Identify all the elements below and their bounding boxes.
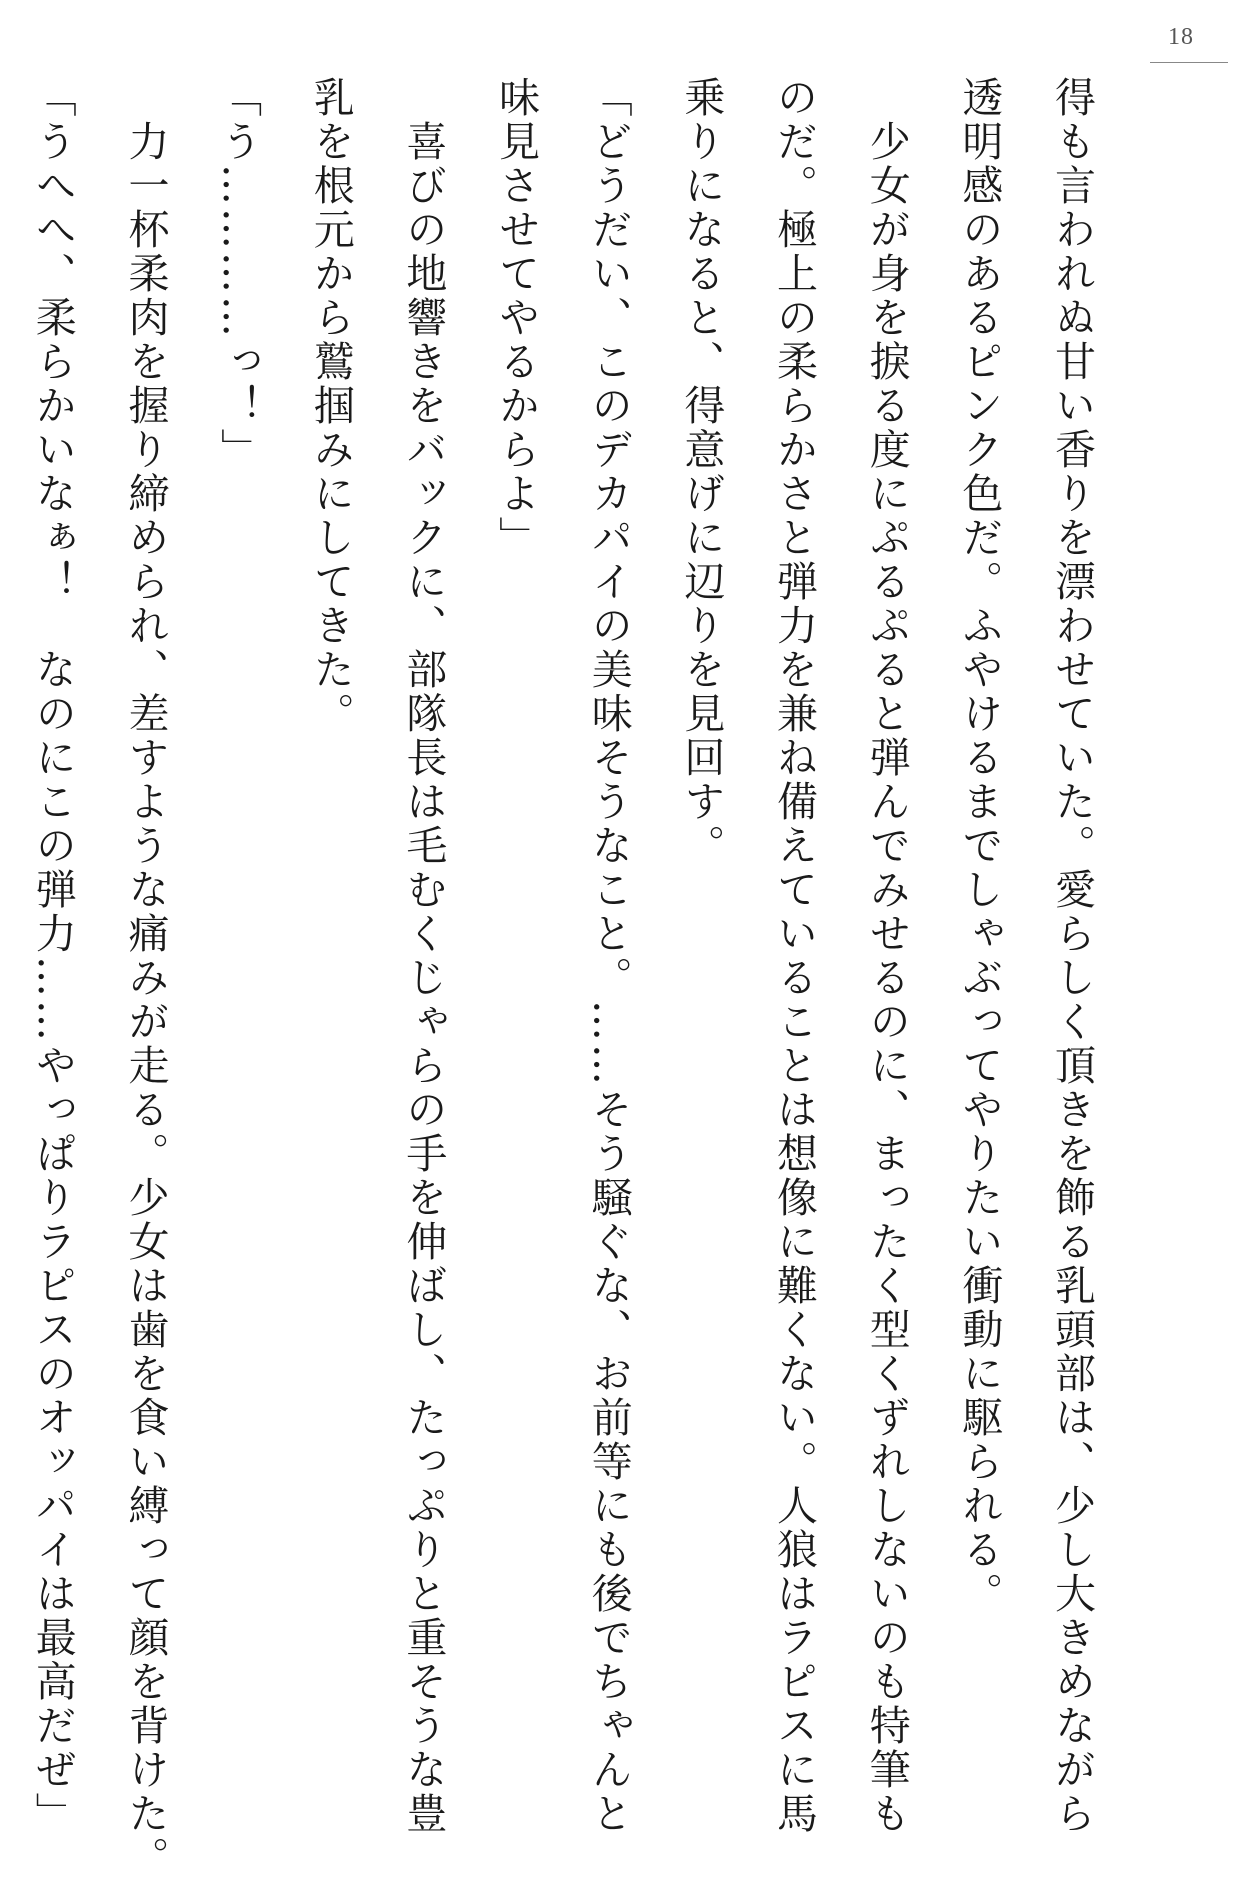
text-line: 得も言われぬ甘い香りを漂わせていた。愛らしく頂きを飾る乳頭部は、少し大きめながら [1048,76,1096,1836]
text-line: 少女が身を捩る度にぷるぷると弾んでみせるのに、まったく型くずれしないのも特筆も [862,76,911,1836]
page-number: 18 [1168,24,1194,50]
text-line: 「う…………っ！」 [214,76,263,472]
text-line: 透明感のあるピンク色だ。ふやけるまでしゃぶってやりたい衝動に駆られる。 [955,76,1004,1616]
text-line: 喜びの地響きをバックに、部隊長は毛むくじゃらの手を伸ばし、たっぷりと重そうな豊 [399,76,448,1836]
text-line: 味見させてやるからよ」 [492,76,541,560]
header-rule [1150,62,1228,63]
text-line: 乗りになると、得意げに辺りを見回す。 [677,76,726,868]
text-line: 「うへへ、柔らかいなぁ！ なのにこの弾力……やっぱりラピスのオッパイは最高だぜ」 [28,76,77,1836]
text-line: 「どうだい、このデカパイの美味そうなこと。……そう騒ぐな、お前等にも後でちゃんと [584,76,633,1836]
text-line: 力一杯柔肉を握り締められ、差すような痛みが走る。少女は歯を食い縛って顔を背けた。 [121,76,170,1880]
text-line [0,76,6,1676]
vertical-body-text [0,76,1118,1880]
text-line: のだ。極上の柔らかさと弾力を兼ね備えていることは想像に難くない。人狼はラピスに馬 [770,76,819,1836]
text-line: 乳を根元から鷲掴みにしてきた。 [306,76,355,736]
